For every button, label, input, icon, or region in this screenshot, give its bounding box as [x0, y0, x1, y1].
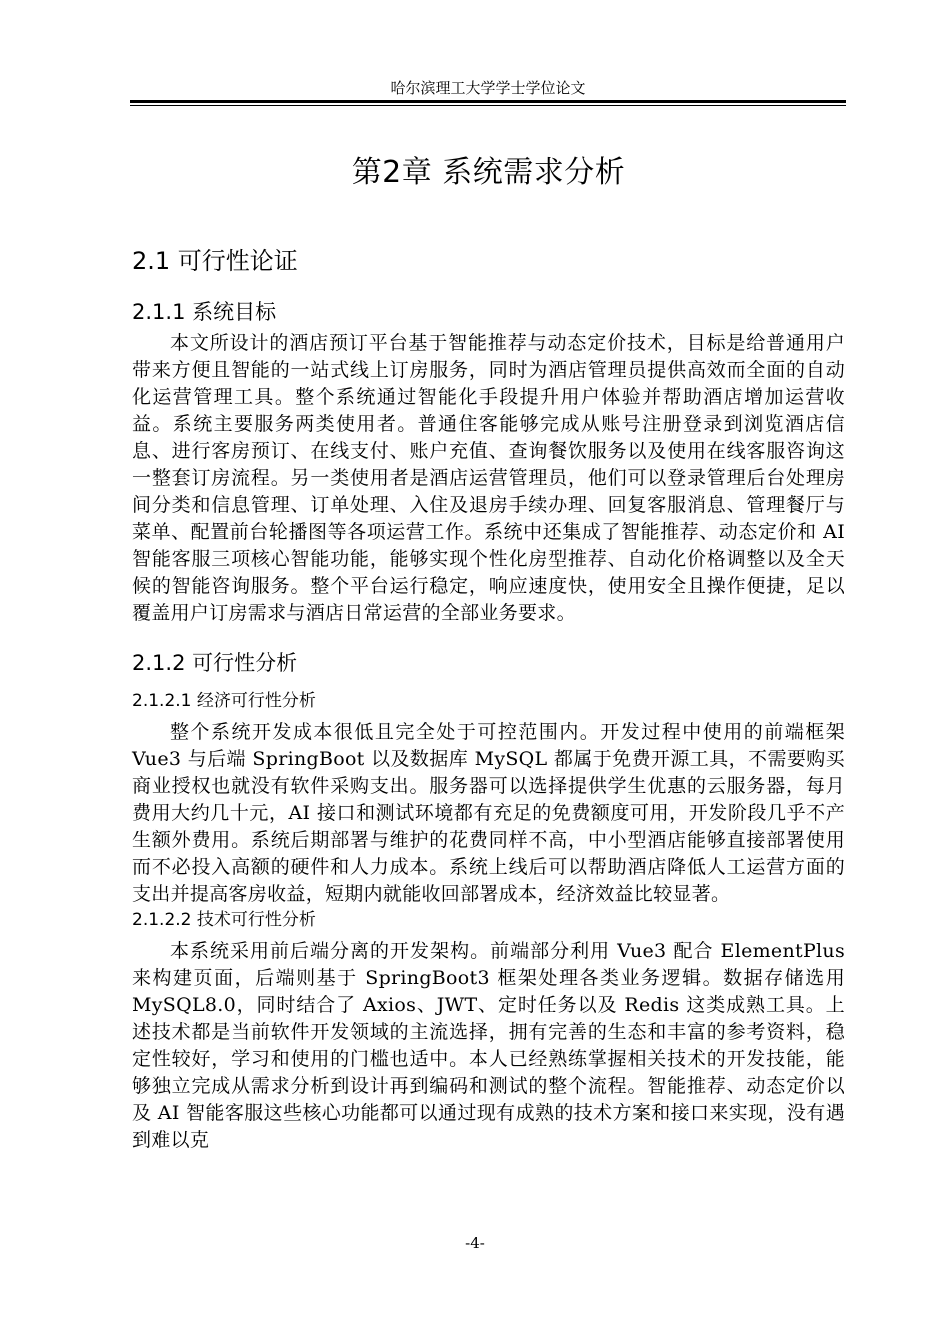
page-number: -4- — [465, 1234, 485, 1252]
header-rule-thin — [130, 105, 846, 106]
section-heading-2-1: 2.1 可行性论证 — [132, 247, 298, 275]
chapter-title: 第2章 系统需求分析 — [351, 155, 626, 190]
page-body — [132, 150, 845, 1154]
header-rule-thick — [130, 100, 846, 103]
section-heading-2-1-1: 2.1.1 系统目标 — [132, 300, 277, 324]
paragraph-technical-feasibility: 本系统采用前后端分离的开发架构。前端部分利用 Vue3 配合 ElementPlus 来构建页面，后端则基于 SpringBoot3 框架处理各类业务逻辑。数据存储选用 MySQL8.0，同时结合了 Axios、JWT、定时任务以及 Redis 这类成熟工具。上述技术都是当前软件开发领域的主流选择，拥有完善的生态和丰富的参考资料，稳定性较好，学习和使用的门槛也适中。本人已经熟练掌握相关技术的开发技能，能够独立完成从需求分析到设计再到编码和测试的整个流程。智能推荐、动态定价以及 AI 智能客服这些核心功能都可以通过现有成熟的技术方案和接口来实现，没有遇到难以克 — [132, 940, 845, 1151]
section-heading-2-1-2-2: 2.1.2.2 技术可行性分析 — [132, 910, 316, 930]
section-heading-2-1-2-1: 2.1.2.1 经济可行性分析 — [132, 691, 316, 711]
running-header: 哈尔滨理工大学学士学位论文 — [390, 79, 586, 97]
paragraph-economic-feasibility: 整个系统开发成本很低且完全处于可控范围内。开发过程中使用的前端框架 Vue3 与后端 SpringBoot 以及数据库 MySQL 都属于免费开源工具，不需要购买商业授权也就没有软件采购支出。服务器可以选择提供学生优惠的云服务器，每月费用大约几十元，AI 接口和测试环境都有充足的免费额度可用，开发阶段几乎不产生额外费用。系统后期部署与维护的花费同样不高，中小型酒店能够直接部署使用而不必投入高额的硬件和人力成本。系统上线后可以帮助酒店降低人工运营方面的支出并提高客房收益，短期内就能收回部署成本，经济效益比较显著。 — [132, 721, 845, 905]
section-heading-2-1-2: 2.1.2 可行性分析 — [132, 651, 298, 675]
paragraph-system-goal: 本文所设计的酒店预订平台基于智能推荐与动态定价技术，目标是给普通用户带来方便且智能的一站式线上订房服务，同时为酒店管理员提供高效而全面的自动化运营管理工具。整个系统通过智能化手段提升用户体验并帮助酒店增加运营收益。系统主要服务两类使用者。普通住客能够完成从账号注册登录到浏览酒店信息、进行客房预订、在线支付、账户充值、查询餐饮服务以及使用在线客服咨询这一整套订房流程。另一类使用者是酒店运营管理员，他们可以登录管理后台处理房间分类和信息管理、订单处理、入住及退房手续办理、回复客服消息、管理餐厅与菜单、配置前台轮播图等各项运营工作。系统中还集成了智能推荐、动态定价和 AI 智能客服三项核心智能功能，能够实现个性化房型推荐、自动化价格调整以及全天候的智能咨询服务。整个平台运行稳定，响应速度快，使用安全且操作便捷，足以覆盖用户订房需求与酒店日常运营的全部业务要求。 — [132, 332, 845, 624]
